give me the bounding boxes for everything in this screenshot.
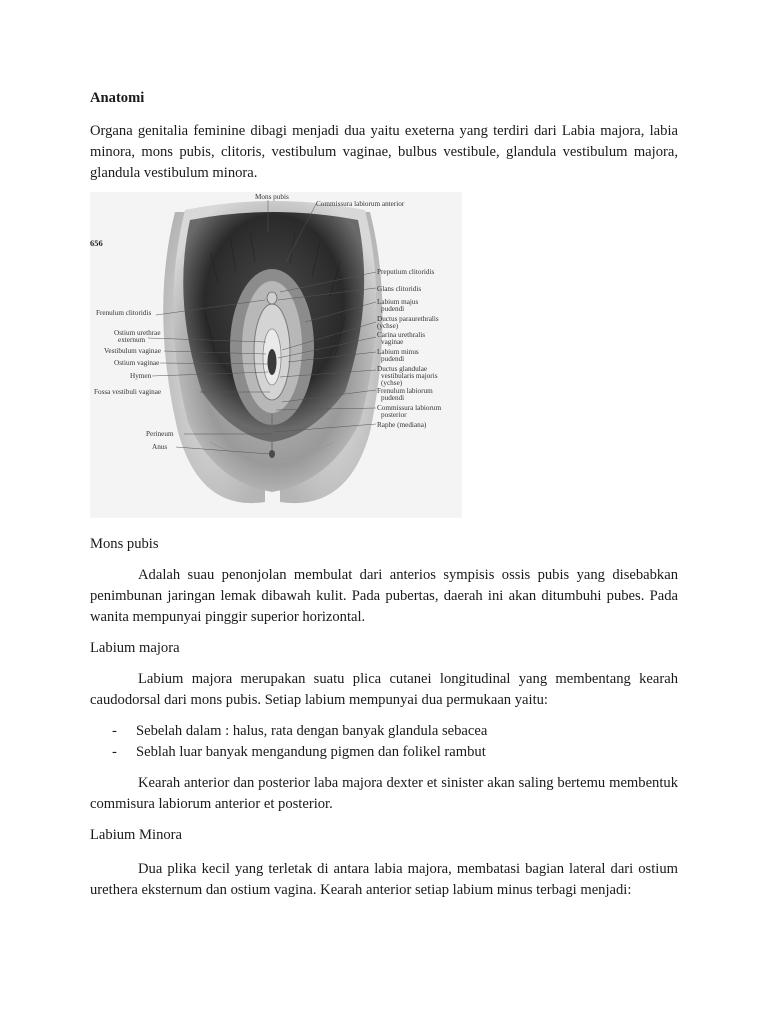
label-perineum: Perineum [146, 430, 174, 438]
list-item-text: Seblah luar banyak mengandung pigmen dan folikel rambut [136, 744, 486, 760]
label-labium-minus: Labium minus [377, 348, 419, 356]
label-externum: externum [118, 336, 146, 344]
label-glans-clitoridis: Glans clitoridis [377, 285, 422, 293]
list-item [90, 721, 487, 742]
label-frenulum-clitoridis: Frenulum clitoridis [96, 309, 152, 317]
label-ostium-urethrae: Ostium urethrae [114, 329, 161, 337]
label-mons-pubis: Mons pubis [255, 193, 289, 201]
section-title-labium-majora: Labium majora [90, 640, 180, 656]
label-commissura-anterior: Commissura labiorum anterior [316, 200, 405, 208]
label-commissura-posterior-2: posterior [381, 411, 407, 419]
figure-number: 656 [90, 238, 103, 248]
label-carina-urethralis: Carina urethralis [377, 331, 426, 339]
label-carina-urethralis-2: vaginae [381, 338, 404, 346]
label-anus: Anus [152, 443, 168, 451]
list-item [90, 742, 487, 763]
section-title-labium-minora: Labium Minora [90, 827, 183, 843]
label-ductus-glandulae-3: (ychse) [381, 379, 403, 387]
intro-paragraph: Organa genitalia feminine dibagi menjadi dua yaitu exeterna yang terdiri dari Labia majora, labia minora, mons pubis, clitoris, vestibulum vaginae, bulbus vestibule, glandula vestibulum majora, glandula vestibulum minora. [90, 123, 678, 181]
section-title-mons-pubis: Mons pubis [90, 536, 159, 552]
section-heading-anatomi: Anatomi [90, 90, 145, 106]
list-dash: - [112, 744, 117, 760]
label-ostium-vaginae: Ostium vaginae [114, 359, 160, 367]
label-frenulum-labiorum: Frenulum labiorum [377, 387, 433, 395]
label-labium-minus-2: pudendi [381, 355, 405, 363]
labium-minora-paragraph: Dua plika kecil yang terletak di antara labia majora, membatasi bagian lateral dari ostium urethera eksternum dan ostium vagina. Kearah anterior setiap labium minus terbagi menjadi: [90, 861, 678, 898]
labium-majora-paragraph: Labium majora merupakan suatu plica cutanei longitudinal yang membentang kearah caudodorsal dari mons pubis. Setiap labium mempunyai dua permukaan yaitu: [90, 671, 678, 708]
label-vestibulum-vaginae: Vestibulum vaginae [104, 347, 161, 355]
label-labium-majus: Labium majus [377, 298, 419, 306]
list-dash: - [112, 723, 117, 739]
list-item-text: Sebelah dalam : halus, rata dengan banyak glandula sebacea [136, 723, 488, 739]
anatomy-illustration [90, 192, 462, 518]
label-ductus-glandulae: Ductus glandulae [377, 365, 428, 373]
anatomy-figure [90, 192, 462, 518]
label-ductus-paraurethralis: Ductus paraurethralis [377, 315, 439, 323]
label-ductus-glandulae-2: vestibularis majoris [381, 372, 438, 380]
mons-pubis-paragraph: Adalah suau penonjolan membulat dari anterios sympisis ossis pubis yang disebabkan penimbunan jaringan lemak dibawah kulit. Pada pubertas, daerah ini akan ditumbuhi pubes. Pada wanita mempunyai pinggir superior horizontal. [90, 567, 678, 625]
labium-majora-list [90, 721, 487, 763]
label-hymen: Hymen [130, 372, 152, 380]
label-frenulum-labiorum-2: pudendi [381, 394, 405, 402]
label-commissura-posterior: Commissura labiorum [377, 404, 442, 412]
label-fossa-vestibuli: Fossa vestibuli vaginae [94, 388, 162, 396]
label-ductus-paraurethralis-2: (ychse) [377, 322, 399, 330]
label-labium-majus-2: pudendi [381, 305, 405, 313]
labium-majora-paragraph-2: Kearah anterior dan posterior laba majora dexter et sinister akan saling bertemu membentuk commisura labiorum anterior et posterior. [90, 775, 678, 812]
label-preputium-clitoridis: Preputium clitoridis [377, 268, 435, 276]
label-raphe: Raphe (mediana) [377, 421, 427, 429]
